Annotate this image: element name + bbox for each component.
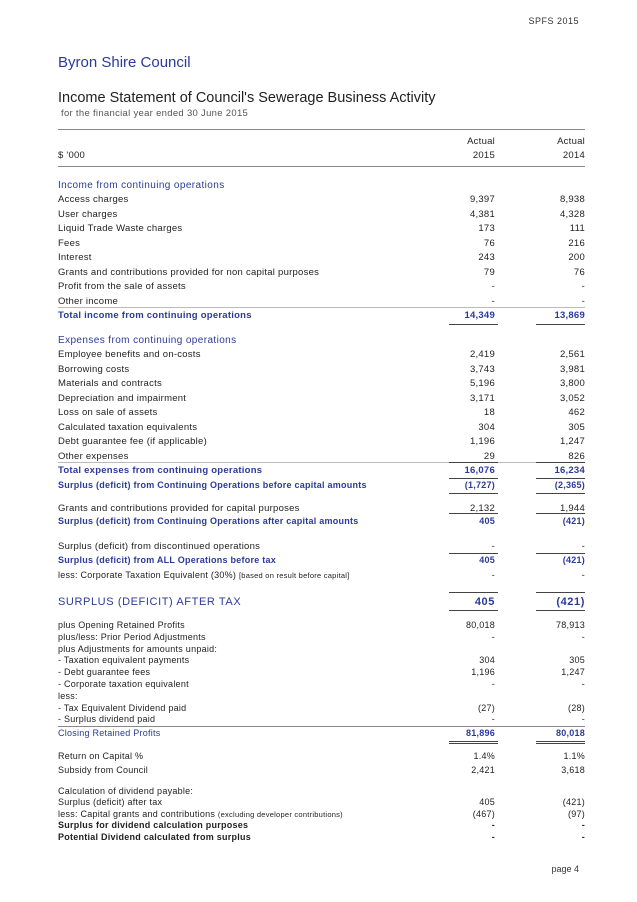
value-2015: 4,381 [469, 208, 495, 220]
value-2015: 5,196 [469, 378, 495, 389]
surplus-all-2014: (421) [562, 555, 585, 565]
row-label-text: Potential Dividend calculated from surplus [58, 831, 252, 842]
row-label [58, 393, 186, 404]
surplus-all-2015: 405 [479, 555, 495, 565]
surplus-after-capital-2015: 405 [479, 516, 495, 526]
row-label [58, 296, 118, 307]
value-2015: 304 [479, 655, 495, 666]
surplus-before-capital-2014: (2,365) [554, 480, 585, 490]
corporate-tax-2015: - [491, 570, 495, 580]
row-label [58, 809, 343, 819]
row-label [58, 209, 118, 220]
row-label [58, 267, 319, 278]
row-label-text: Debt guarantee fee (if applicable) [58, 436, 207, 447]
income-total-2015: 14,349 [464, 310, 495, 321]
value-2014: - [581, 831, 585, 842]
value-2015: 1,196 [471, 667, 495, 678]
value-2015: - [491, 679, 495, 689]
value-2014: - [581, 820, 585, 830]
row-label-text: plus Adjustments for amounts unpaid: [58, 643, 218, 654]
after-tax-top-rule-2 [536, 592, 585, 593]
value-2014: 3,800 [559, 378, 585, 389]
surplus-before-capital-row [58, 480, 585, 494]
row-label [58, 451, 129, 462]
value-2014: 8,938 [559, 194, 585, 205]
table-row [58, 209, 585, 223]
value-2014: 2,561 [559, 349, 585, 360]
row-label [58, 703, 186, 713]
row-label-text: Surplus for dividend calculation purposes [58, 820, 249, 830]
discontinued-label: Surplus (deficit) from discontinued operations [58, 541, 261, 552]
subsidy-label: Subsidy from Council [58, 765, 149, 775]
table-row [58, 393, 585, 407]
row-label [58, 820, 248, 830]
row-label-text: Profit from the sale of assets [58, 281, 186, 292]
surplus-after-top-rule-1 [449, 513, 498, 514]
surplus-before-top-rule-2 [536, 478, 585, 479]
col1-top: Actual [467, 136, 495, 147]
row-label [58, 422, 197, 433]
table-row [58, 349, 585, 363]
capital-grants-label: Grants and contributions provided for capital purposes [58, 503, 300, 514]
value-2014: - [581, 281, 585, 292]
value-2014: - [581, 679, 585, 689]
row-label [58, 281, 186, 292]
row-label [58, 632, 206, 642]
surplus-after-tax-2014: (421) [556, 596, 585, 608]
statement-title: Income Statement of Council's Sewerage Business Activity [58, 90, 436, 106]
return-on-capital-2015: 1.4% [473, 751, 495, 761]
value-2015: 80,018 [465, 620, 495, 630]
expenses-total-label: Total expenses from continuing operations [58, 465, 263, 476]
value-2015: - [491, 831, 495, 842]
corporate-tax-row [58, 570, 585, 584]
corporate-tax-2014: - [581, 570, 585, 580]
row-label-text: Employee benefits and on-costs [58, 349, 201, 360]
row-label [58, 644, 217, 654]
surplus-before-capital-2015: (1,727) [464, 480, 495, 490]
capital-grants-2014: 1,944 [559, 503, 585, 514]
row-label [58, 832, 251, 842]
subsidy-2014: 3,618 [561, 765, 585, 775]
value-2014: 111 [569, 223, 585, 234]
row-label-text: Loss on sale of assets [58, 407, 158, 418]
value-2014: 3,052 [559, 392, 585, 404]
surplus-all-label: Surplus (deficit) from ALL Operations before tax [58, 555, 277, 565]
table-row [58, 223, 585, 237]
row-label [58, 655, 189, 665]
income-heading [58, 180, 585, 194]
income-total-2014: 13,869 [554, 310, 585, 321]
table-row [58, 281, 585, 295]
surplus-before-bottom-rule-1 [449, 493, 498, 494]
value-2014: 305 [569, 655, 585, 666]
surplus-after-top-rule-2 [536, 513, 585, 514]
capital-grants-2015: 2,132 [469, 503, 495, 514]
row-label [58, 679, 189, 689]
discontinued-2015: - [491, 541, 495, 552]
surplus-before-bottom-rule-2 [536, 493, 585, 494]
value-2015: 1,196 [469, 436, 495, 447]
value-2015: - [491, 281, 495, 292]
table-row [58, 238, 585, 252]
row-label [58, 667, 150, 677]
closing-bottom-rule-2 [536, 741, 585, 742]
value-2015: 76 [483, 237, 495, 249]
expenses-sum-rule-1 [449, 462, 498, 463]
row-label-text: plus Opening Retained Profits [58, 620, 185, 630]
income-total-row [58, 310, 585, 324]
value-2014: 1,247 [561, 667, 585, 678]
row-label [58, 436, 207, 447]
table-row [58, 832, 585, 846]
row-label [58, 194, 129, 205]
value-2015: 79 [483, 266, 495, 278]
value-2015: 18 [483, 407, 495, 418]
row-label-text: less: [58, 690, 78, 701]
expenses-heading [58, 335, 585, 349]
surplus-after-tax-label: SURPLUS (DEFICIT) AFTER TAX [58, 596, 242, 608]
value-2014: 76 [573, 266, 585, 278]
row-label-text: Borrowing costs [58, 363, 130, 375]
page-footer: page 4 [551, 864, 579, 874]
expenses-heading-label: Expenses from continuing operations [58, 335, 237, 346]
surplus-before-capital-label: Surplus (deficit) from Continuing Operations before capital amounts [58, 480, 367, 490]
value-2015: 173 [478, 223, 495, 234]
value-2015: 304 [478, 421, 495, 433]
value-2014: 200 [568, 252, 585, 263]
council-name: Byron Shire Council [58, 54, 191, 71]
value-2015: 9,397 [469, 194, 495, 205]
discontinued-2014: - [581, 541, 585, 552]
value-2015: - [491, 295, 495, 307]
row-label-text: - Taxation equivalent payments [58, 655, 190, 666]
row-label [58, 349, 201, 360]
row-label [58, 378, 162, 389]
table-row [58, 378, 585, 392]
surplus-all-top-rule-1 [449, 553, 498, 554]
column-header-actual [58, 136, 585, 150]
row-label-text: plus/less: Prior Period Adjustments [58, 631, 206, 642]
value-2014: - [581, 714, 585, 725]
row-label-text: Liquid Trade Waste charges [58, 223, 183, 234]
expenses-total-2015: 16,076 [464, 465, 495, 476]
row-label [58, 223, 182, 234]
row-label [58, 364, 129, 375]
value-2014: (421) [562, 797, 585, 807]
row-label-text: Other expenses [58, 450, 129, 462]
statement-subtitle: for the financial year ended 30 June 2015 [61, 108, 249, 119]
value-2014: - [581, 631, 585, 642]
col2-year: 2014 [562, 150, 585, 161]
table-row [58, 194, 585, 208]
value-2014: 462 [568, 407, 585, 418]
row-label-text: - Surplus dividend paid [58, 714, 156, 725]
row-label-text: Interest [58, 252, 92, 263]
header-bottom-rule [58, 166, 585, 167]
surplus-all-row [58, 555, 585, 569]
closing-retained-row [58, 728, 585, 742]
surplus-all-top-rule-2 [536, 553, 585, 554]
value-2014: - [581, 295, 585, 307]
table-row [58, 364, 585, 378]
closing-bottom-rule-1b [449, 743, 498, 744]
surplus-after-capital-row [58, 516, 585, 530]
table-row [58, 407, 585, 421]
value-2014: 826 [568, 450, 585, 462]
after-tax-top-rule-1 [449, 592, 498, 593]
row-label [58, 407, 158, 418]
row-note: (excluding developer contributions) [217, 809, 343, 819]
row-label [58, 238, 80, 249]
income-heading-label: Income from continuing operations [58, 180, 225, 191]
dividend-heading: Calculation of dividend payable: [58, 786, 194, 796]
closing-bottom-rule-1 [449, 741, 498, 742]
after-tax-bottom-rule-2 [536, 610, 585, 611]
surplus-after-capital-label: Surplus (deficit) from Continuing Operations after capital amounts [58, 516, 359, 526]
column-header-year [58, 150, 585, 164]
closing-retained-2014: 80,018 [555, 728, 585, 738]
income-total-underline-1 [449, 324, 498, 325]
value-2014: (97) [567, 808, 585, 819]
value-2014: (28) [567, 702, 585, 713]
row-label-text: Materials and contracts [58, 378, 162, 389]
value-2015: - [491, 820, 495, 830]
row-label [58, 714, 155, 724]
surplus-after-tax-2015: 405 [474, 596, 495, 608]
value-2015: 3,171 [469, 392, 495, 404]
row-label-text: Surplus (deficit) after tax [58, 797, 163, 807]
page-header: SPFS 2015 [528, 16, 579, 26]
table-row [58, 436, 585, 450]
row-label-text: less: Capital grants and contributions [58, 808, 216, 819]
value-2015: 2,419 [469, 349, 495, 360]
expenses-total-2014: 16,234 [554, 465, 585, 476]
row-label [58, 797, 162, 807]
row-label-text: Access charges [58, 194, 129, 205]
table-row [58, 252, 585, 266]
row-label-text: - Debt guarantee fees [58, 667, 151, 678]
expenses-total-rule [58, 462, 585, 463]
value-2014: 1,247 [559, 436, 585, 447]
value-2015: 243 [478, 252, 495, 263]
return-on-capital-label: Return on Capital % [58, 751, 144, 761]
value-2014: 3,981 [559, 363, 585, 375]
value-2015: - [491, 631, 495, 642]
closing-retained-2015: 81,896 [465, 728, 495, 738]
value-2014: 78,913 [555, 620, 585, 630]
subsidy-2015: 2,421 [471, 765, 495, 775]
value-2014: 4,328 [559, 208, 585, 220]
closing-top-rule [58, 726, 585, 727]
value-2014: 305 [568, 421, 585, 433]
unit-label: $ '000 [58, 150, 86, 161]
row-label-text: Fees [58, 237, 81, 249]
value-2015: (27) [477, 702, 495, 713]
surplus-before-top-rule-1 [449, 478, 498, 479]
closing-retained-label: Closing Retained Profits [58, 728, 161, 738]
income-total-underline-2 [536, 324, 585, 325]
row-label [58, 620, 185, 630]
after-tax-bottom-rule-1 [449, 610, 498, 611]
row-label-text: User charges [58, 208, 118, 220]
income-total-rule [58, 307, 585, 308]
col1-year: 2015 [472, 150, 495, 161]
row-label-text: - Tax Equivalent Dividend paid [58, 702, 187, 713]
row-label-text: - Corporate taxation equivalent [58, 679, 189, 689]
row-label-text: Depreciation and impairment [58, 392, 187, 404]
value-2015: - [491, 714, 495, 725]
row-label-text: Grants and contributions provided for non capital purposes [58, 266, 320, 278]
surplus-after-capital-2014: (421) [562, 516, 585, 526]
expenses-total-row [58, 465, 585, 479]
surplus-after-tax-row [58, 596, 585, 610]
subsidy-row [58, 765, 585, 779]
value-2015: 405 [479, 797, 495, 807]
table-row [58, 267, 585, 281]
value-2015: (467) [472, 808, 495, 819]
value-2014: 216 [568, 237, 585, 249]
row-label-text: Calculated taxation equivalents [58, 421, 198, 433]
row-label [58, 252, 92, 263]
row-label [58, 691, 78, 701]
header-top-rule [58, 129, 585, 130]
capital-grants-row [58, 503, 585, 517]
return-on-capital-row [58, 751, 585, 765]
closing-bottom-rule-2b [536, 743, 585, 744]
corporate-tax-label: less: Corporate Taxation Equivalent (30%) [58, 570, 237, 580]
value-2015: 3,743 [469, 363, 495, 375]
discontinued-row [58, 541, 585, 555]
table-row [58, 422, 585, 436]
return-on-capital-2014: 1.1% [563, 751, 585, 761]
expenses-sum-rule-2 [536, 462, 585, 463]
corporate-tax-note: [based on result before capital] [238, 571, 350, 580]
row-label-text: Other income [58, 295, 119, 307]
corporate-tax-label-wrap [58, 570, 350, 580]
income-total-label: Total income from continuing operations [58, 310, 252, 321]
value-2015: 29 [483, 450, 495, 462]
col2-top: Actual [557, 136, 585, 147]
